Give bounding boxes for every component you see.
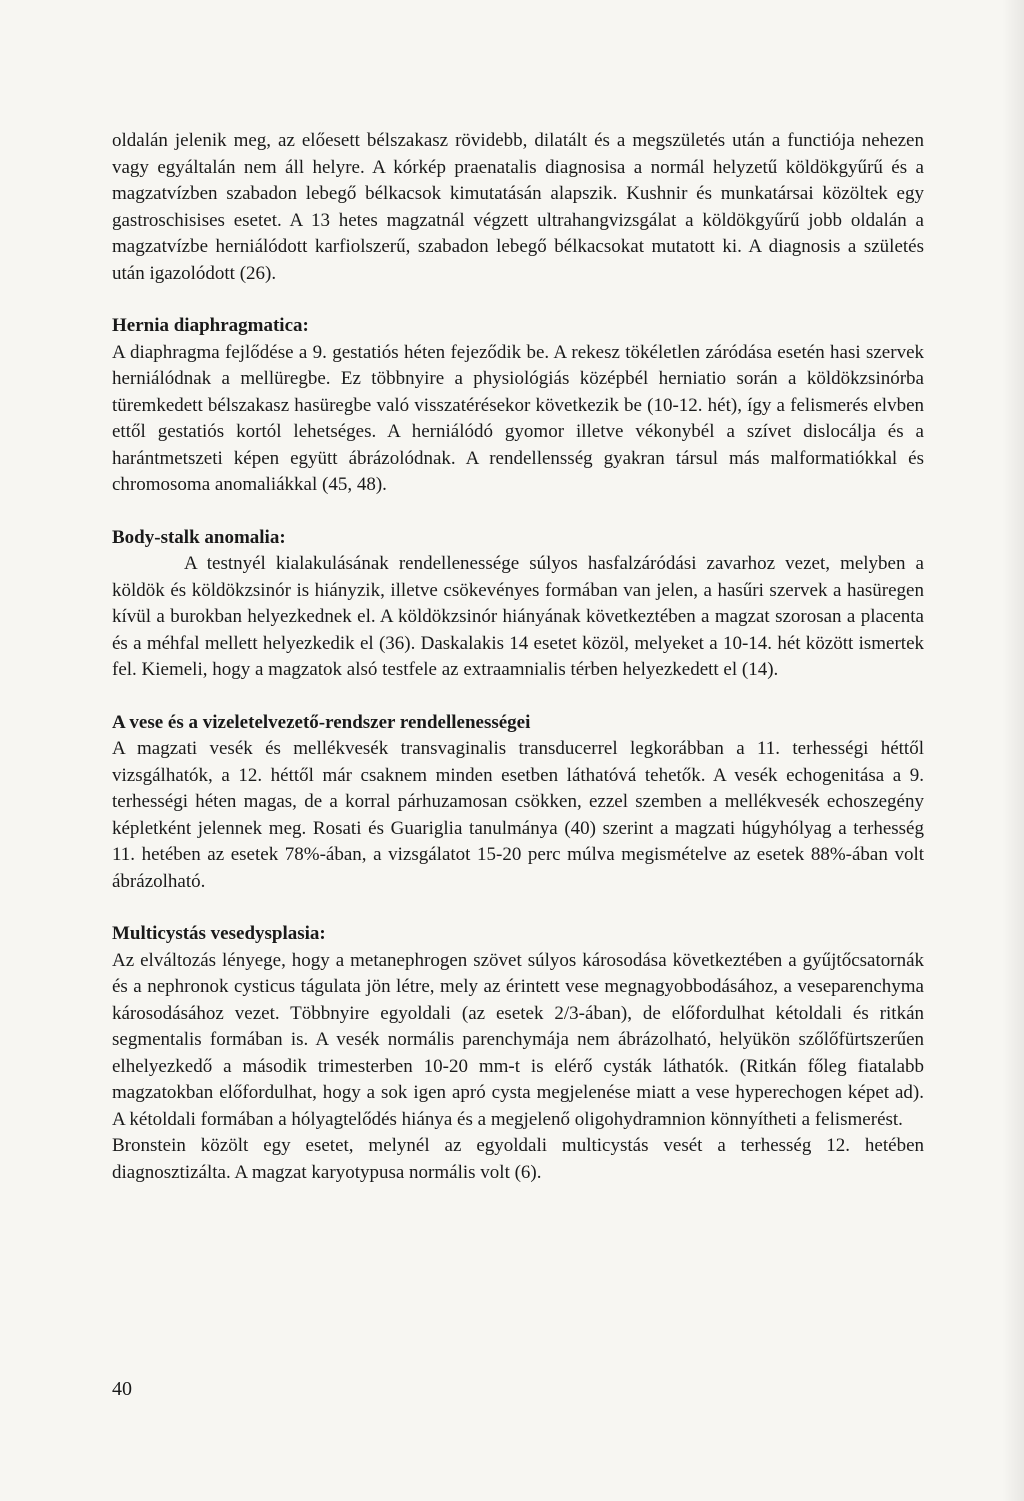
paragraph-multicystas-vesedysplasia: Az elváltozás lényege, hogy a metanephrogen szövet súlyos károsodása következtében a gyűjtőcsatornák és a nephronok cysticus tágulata jön létre, mely az érintett vese megnagyobbodásához, a veseparenchyma károsodásához vezet. Többnyire egyoldali (az esetek 2/3-ában), de előfordulhat kétoldali és ritkán segmentalis formában is. A vesék normális parenchymája nem ábrázolható, helyükön szőlőfürtszerűen elhelyezkedő a második trimesterben 10-20 mm-t is elérő cysták láthatók. (Ritkán főleg fiatalabb magzatokban előfordulhat, hogy a sok igen apró cysta megjelenése miatt a vese hyperechogen képet ad). A kétoldali formában a hólyagtelődés hiánya és a megjelenő oligohydramnion könnyítheti a felismerést.: [112, 949, 924, 1130]
paragraph-vese-rendellenessegei: A magzati vesék és mellékvesék transvaginalis transducerrel legkorábban a 11. terhességi héttől vizsgálhatók, a 12. héttől már csaknem minden esetben láthatóvá tehetők. A vesék echogenitása a 9. terhességi héten magas, de a korral párhuzamosan csökken, ezzel szemben a mellékvesék echoszegény képletként jelennek meg. Rosati és Guariglia tanulmánya (40) szerint a magzati húgyhólyag a terhesség 11. hetében az esetek 78%-ában, a vizsgálatot 15-20 perc múlva megismételve az esetek 88%-ában volt ábrázolható.: [112, 738, 924, 892]
section-spacer: [112, 499, 924, 525]
section-spacer: [112, 895, 924, 921]
paragraph-gastroschisis: oldalán jelenik meg, az előesett bélszakasz rövidebb, dilatált és a megszületés után a functiója nehezen vagy egyáltalán nem áll helyre. A kórkép praenatalis diagnosisa a normál helyzetű köldökgyűrű és a magzatvízben szabadon lebegő bélkacsok kimutatásán alapszik. Kushnir és munkatársai közöltek egy gastroschisises esetet. A 13 hetes magzatnál végzett ultrahangvizsgálat a köldökgyűrű jobb oldalán a magzatvízbe herniálódott karfiolszerű, szabadon lebegő bélkacsokat mutatott ki. A diagnosis a születés után igazolódott (26).: [112, 130, 924, 284]
paragraph-bronstein: Bronstein közölt egy esetet, melynél az egyoldali multicystás vesét a terhesség 12. hetében diagnosztizálta. A magzat karyotypusa normális volt (6).: [112, 1135, 924, 1183]
paragraph-body-stalk: A testnyél kialakulásának rendellenessége súlyos hasfalzáródási zavarhoz vezet, melyben a köldök és köldökzsinór is hiányzik, illetve csökevényes formában van jelen, a hasűri szervek a hasüregen kívül a burokban helyezkednek el. A köldökzsinór hiányának következtében a magzat szorosan a placenta és a méhfal mellett helyezkedik el (36). Daskalakis 14 esetet közöl, melyeket a 10-14. hét között ismertek fel. Kiemeli, hogy a magzatok alsó testfele az extraamnialis térben helyezkedett el (14).: [112, 553, 924, 680]
heading-vese-rendellenessegei: A vese és a vizeletelvezető-rendszer rendellenességei: [112, 711, 531, 733]
heading-multicystas-vesedysplasia: Multicystás vesedysplasia:: [112, 923, 326, 944]
section-spacer: [112, 287, 924, 313]
scan-edge-shadow: [1002, 0, 1024, 1501]
document-page: [112, 128, 924, 1186]
heading-hernia-diaphragmatica: Hernia diaphragmatica:: [112, 315, 309, 336]
paragraph-hernia-diaphragmatica: A diaphragma fejlődése a 9. gestatiós héten fejeződik be. A rekesz tökéletlen záródása esetén hasi szervek herniálódnak a mellüregbe. Ez többnyire a physiológiás középbél herniatio során a köldökzsinórba türemkedett bélszakasz hasüregbe való visszatérésekor következik be (10-12. hét), így a felismerés elvben ettől gestatiós kortól lehetséges. A herniálódó gyomor illetve vékonybél a szívet dislocálja és a harántmetszeti képen együtt ábrázolódnak. A rendellensség gyakran társul más malformatiókkal és chromosoma anomaliákkal (45, 48).: [112, 341, 924, 495]
section-spacer: [112, 684, 924, 710]
heading-body-stalk: Body-stalk anomalia:: [112, 526, 286, 548]
page-number: 40: [112, 1378, 132, 1400]
